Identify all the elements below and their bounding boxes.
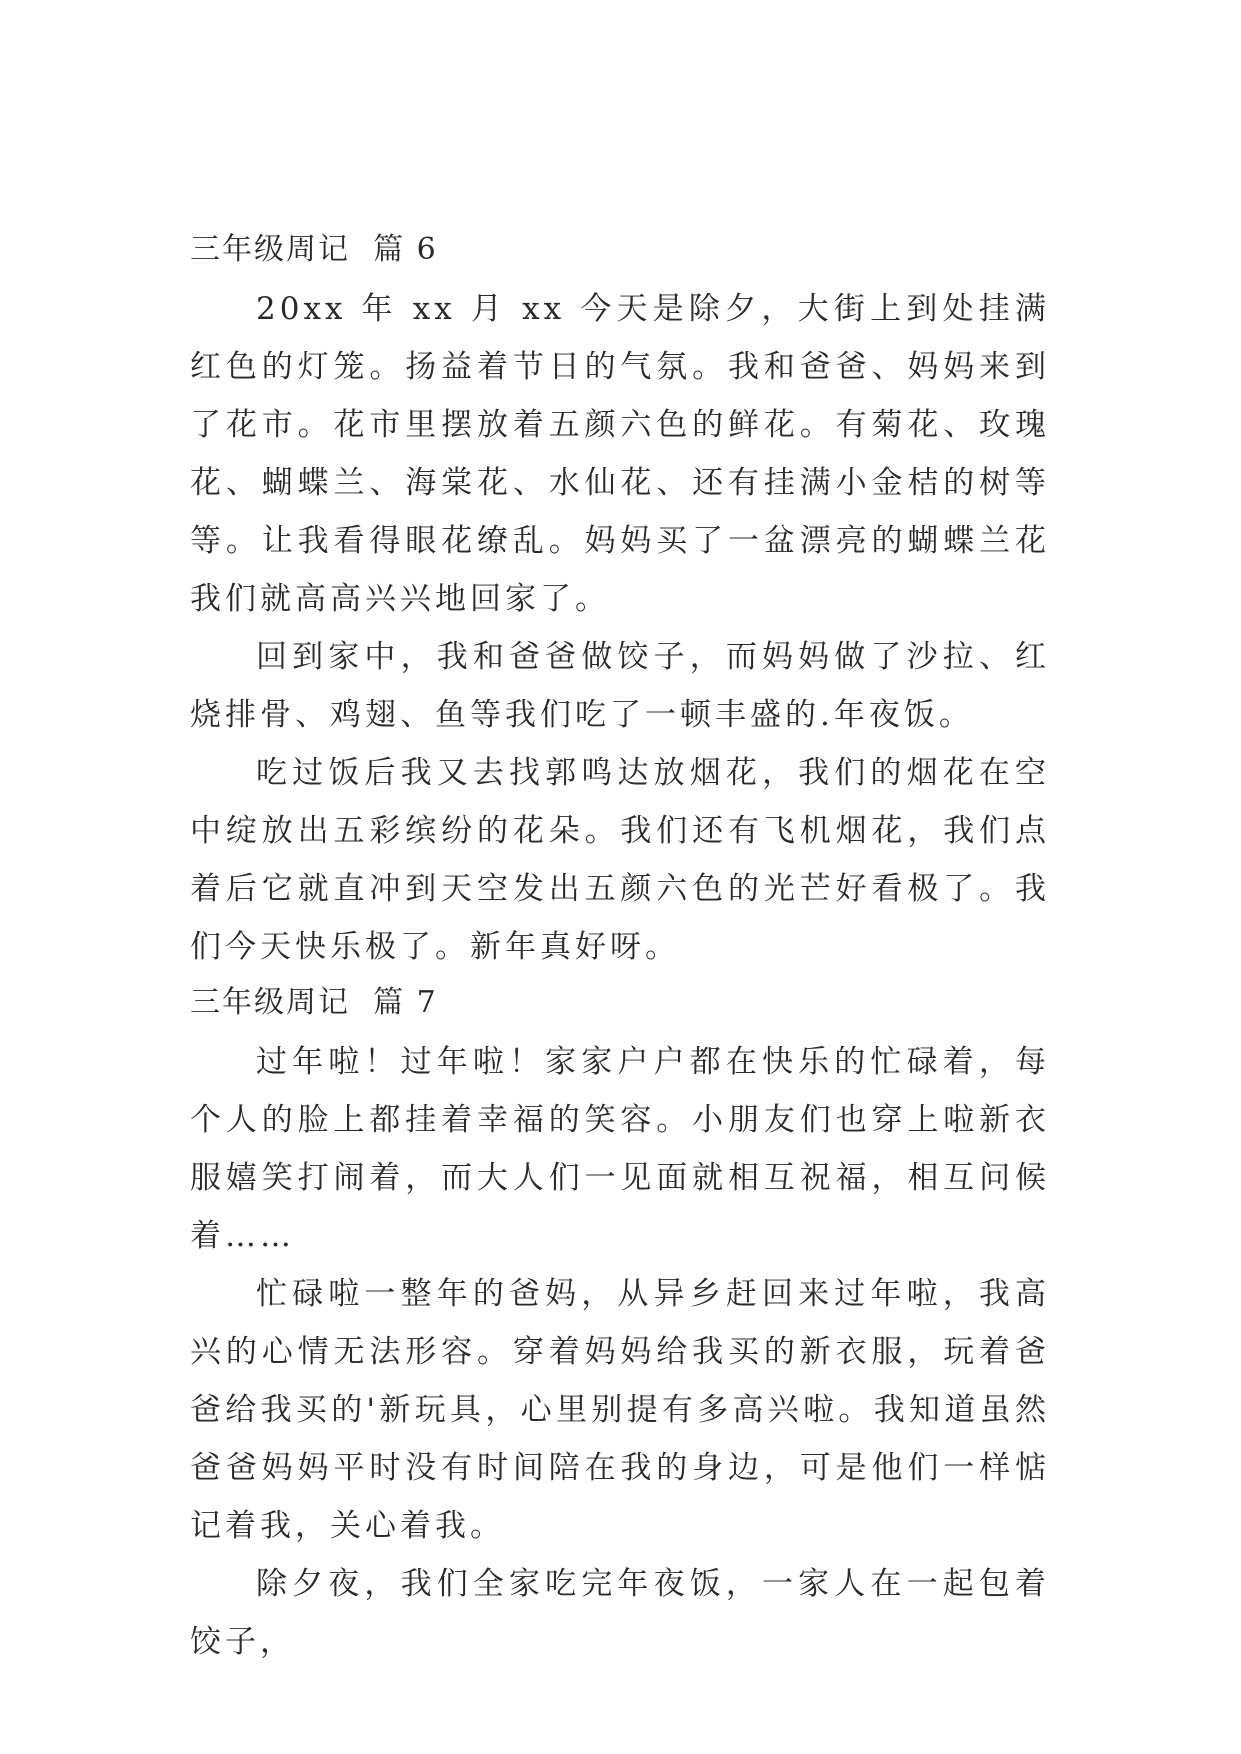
section-heading: 三年级周记 篇 7 [190,985,438,1020]
journal-section-7 [190,973,1050,1671]
paragraph: 除夕夜，我们全家吃完年夜饭，一家人在一起包着饺子， [190,1566,1050,1660]
section-heading: 三年级周记 篇 6 [190,232,438,267]
paragraph: 忙碌啦一整年的爸妈，从异乡赶回来过年啦，我高兴的心情无法形容。穿着妈妈给我买的新衣服，玩着爸爸给我买的'新玩具，心里别提有多高兴啦。我知道虽然爸爸妈妈平时没有时间陪在我的身边，可是他们一样惦记着我，关心着我。 [190,1276,1050,1544]
paragraph: 吃过饭后我又去找郭鸣达放烟花，我们的烟花在空中绽放出五彩缤纷的花朵。我们还有飞机烟花，我们点着后它就直冲到天空发出五颜六色的光芒好看极了。我们今天快乐极了。新年真好呀。 [190,755,1050,965]
paragraph: 20xx 年 xx 月 xx 今天是除夕，大街上到处挂满红色的灯笼。扬益着节日的气氛。我和爸爸、妈妈来到了花市。花市里摆放着五颜六色的鲜花。有菊花、玫瑰花、蝴蝶兰、海棠花、水仙花、还有挂满小金桔的树等等。让我看得眼花缭乱。妈妈买了一盆漂亮的蝴蝶兰花我们就高高兴兴地回家了。 [190,291,1050,617]
journal-section-6 [190,220,1050,976]
paragraph: 过年啦！过年啦！家家户户都在快乐的忙碌着，每个人的脸上都挂着幸福的笑容。小朋友们也穿上啦新衣服嬉笑打闹着，而大人们一见面就相互祝福，相互问候着…… [190,1044,1050,1254]
paragraph: 回到家中，我和爸爸做饺子，而妈妈做了沙拉、红烧排骨、鸡翅、鱼等我们吃了一顿丰盛的.年夜饭。 [190,639,1050,733]
